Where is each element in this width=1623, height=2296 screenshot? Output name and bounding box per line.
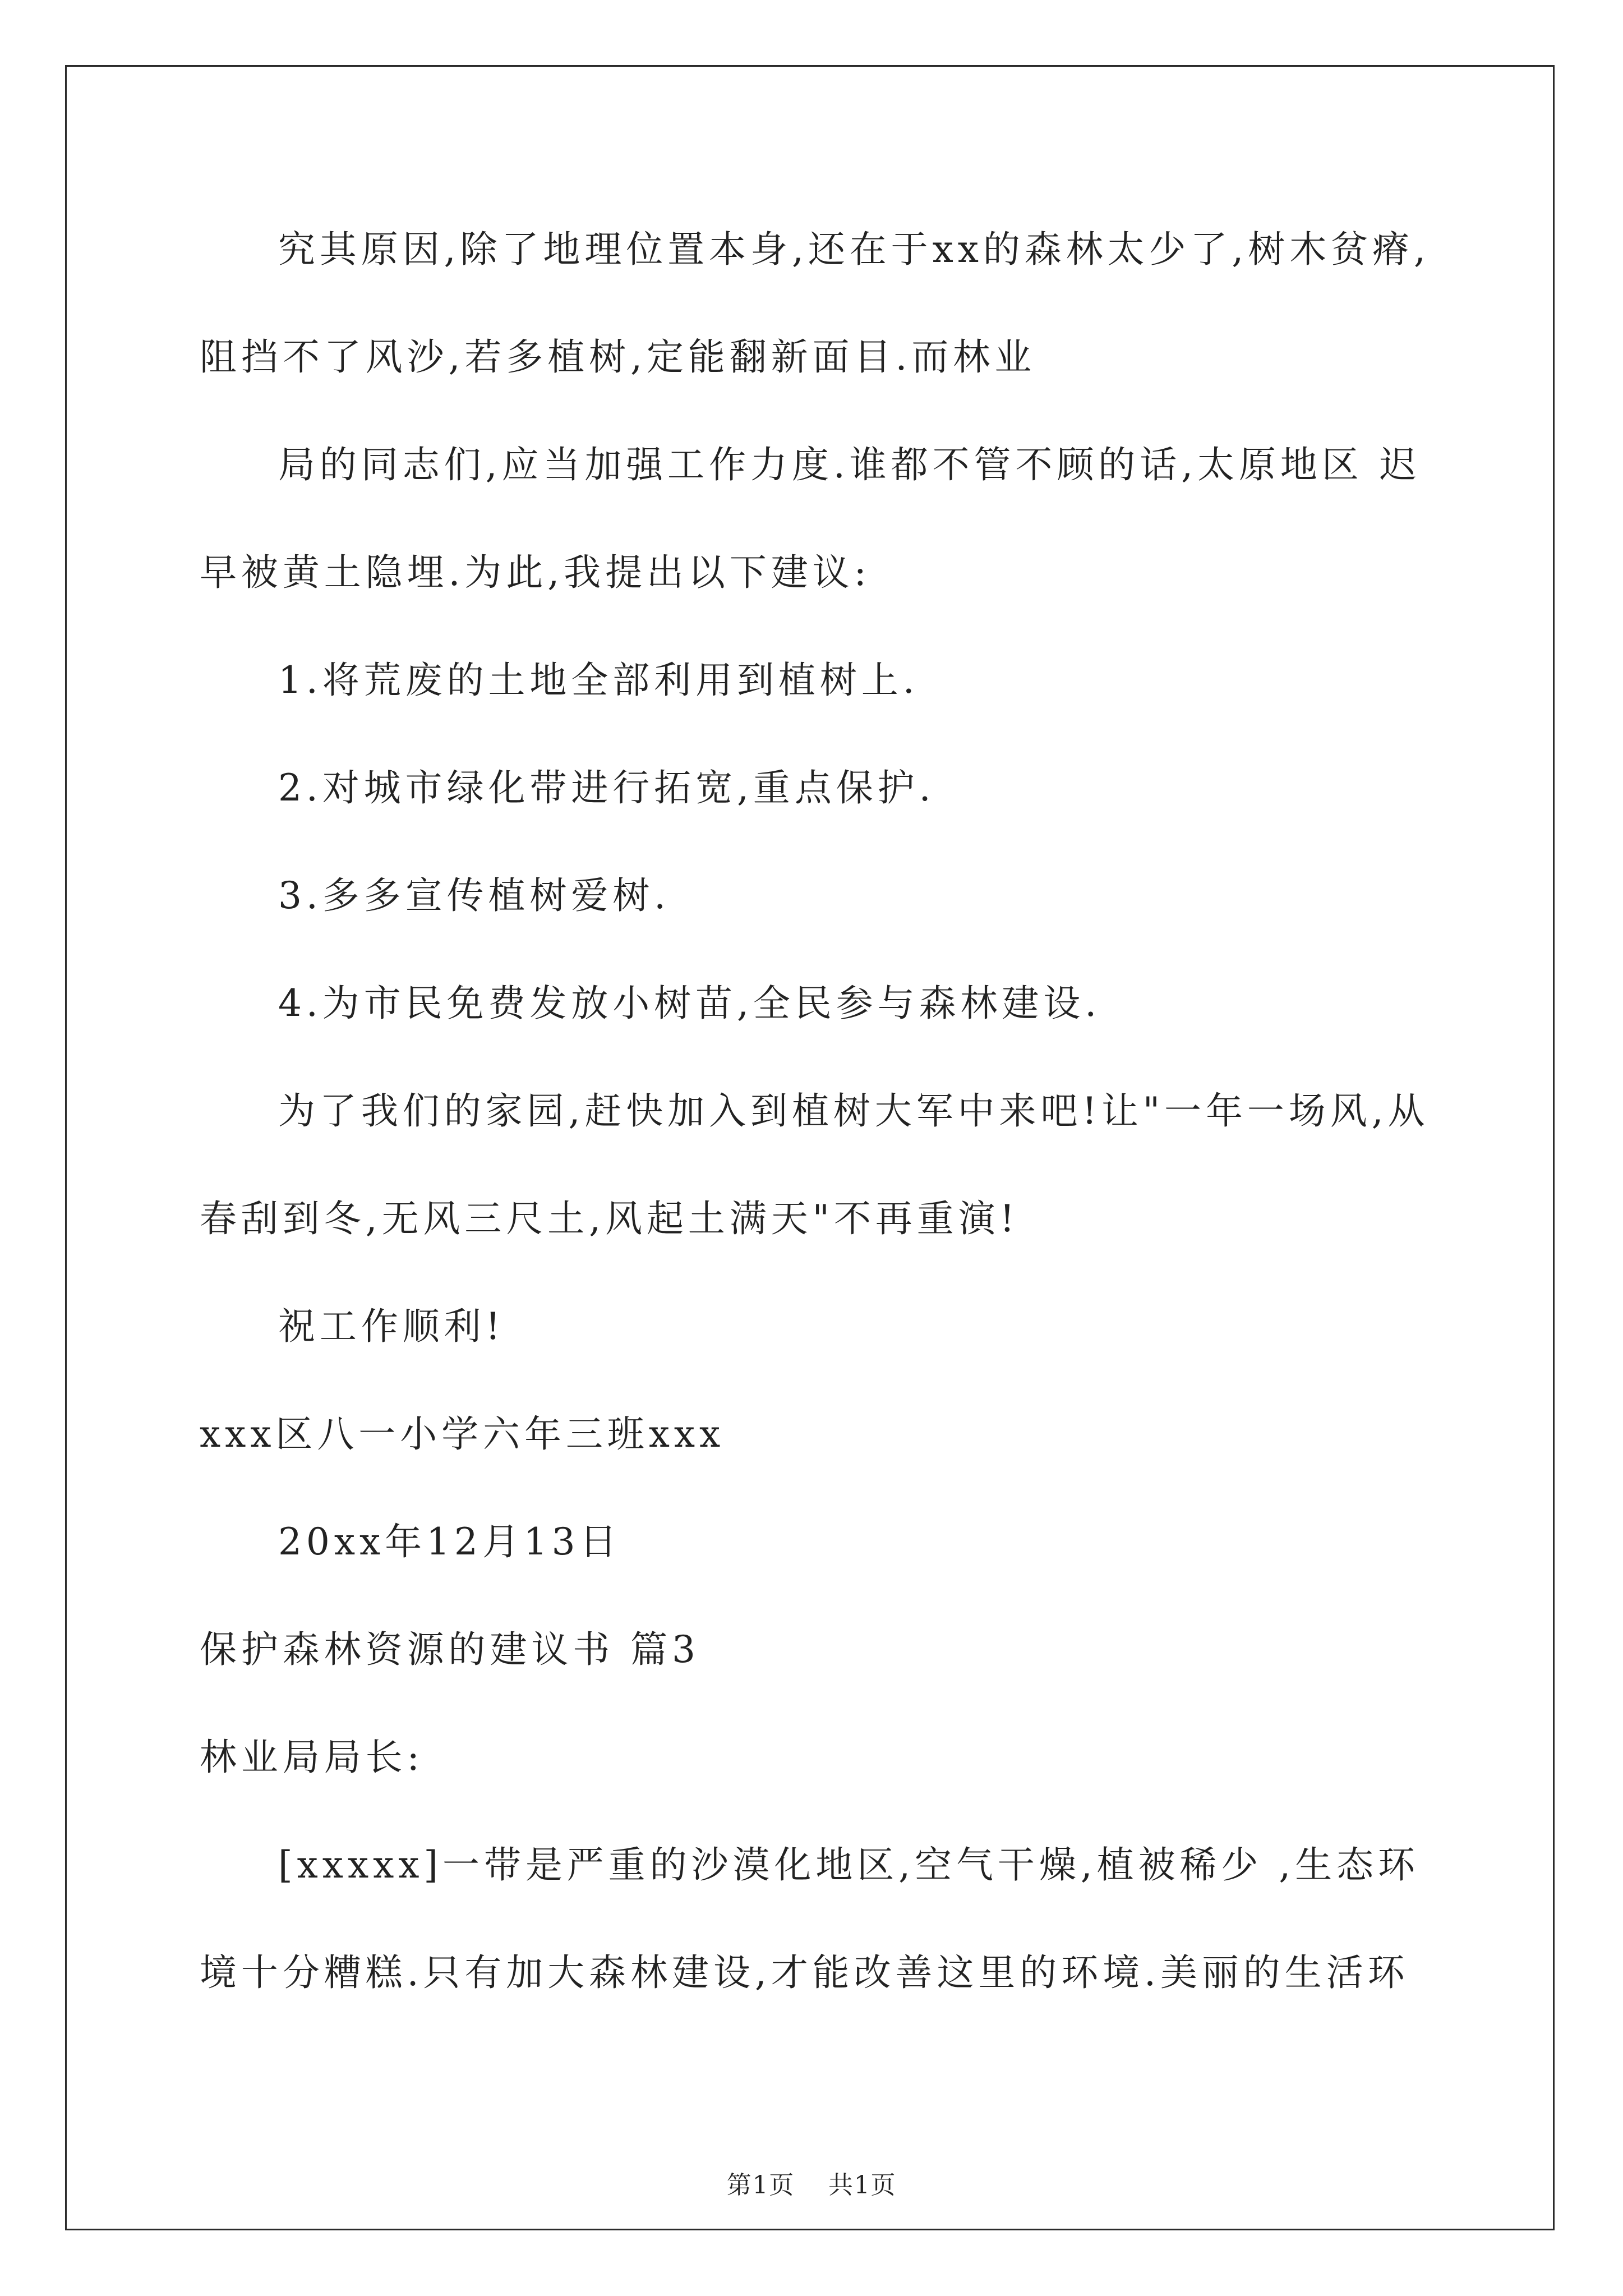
body-line-4: 早被黄土隐埋.为此,我提出以下建议: [200, 551, 871, 594]
body-line-1: 究其原因,除了地理位置本身,还在于xx的森林太少了,树木贫瘠, [278, 228, 1430, 271]
body-line-5: 为了我们的家园,赶快加入到植树大军中来吧!让"一年一场风,从 [278, 1089, 1430, 1133]
signature-name: xxx区八一小学六年三班xxx [200, 1412, 725, 1456]
page-total: 共1页 [828, 2171, 897, 2200]
list-item-4: 4.为市民免费发放小树苗,全民参与森林建设. [278, 982, 1101, 1025]
body-line-2: 阻挡不了风沙,若多植树,定能翻新面目.而林业 [200, 335, 1036, 379]
body-line-7: [xxxxx]一带是严重的沙漠化地区,空气干燥,植被稀少 ,生态环 [278, 1843, 1419, 1887]
signature-date: 20xx年12月13日 [278, 1520, 621, 1563]
list-item-3: 3.多多宣传植树爱树. [278, 874, 671, 917]
list-item-2: 2.对城市绿化带进行拓宽,重点保护. [278, 766, 935, 809]
page-border [65, 65, 1555, 2230]
list-item-1: 1.将荒废的土地全部利用到植树上. [278, 659, 919, 702]
body-line-6: 春刮到冬,无风三尺土,风起土满天"不再重演! [200, 1197, 1020, 1240]
body-line-8: 境十分糟糕.只有加大森林建设,才能改善这里的环境.美丽的生活环 [200, 1951, 1409, 1994]
closing-greeting: 祝工作顺利! [278, 1305, 505, 1348]
section-title: 保护森林资源的建议书 篇3 [200, 1628, 700, 1671]
letter-salutation: 林业局局长: [200, 1736, 424, 1779]
body-line-3: 局的同志们,应当加强工作力度.谁都不管不顾的话,太原地区 迟 [278, 443, 1421, 486]
page-footer [0, 2170, 1623, 2201]
page-number: 第1页 [726, 2171, 795, 2200]
